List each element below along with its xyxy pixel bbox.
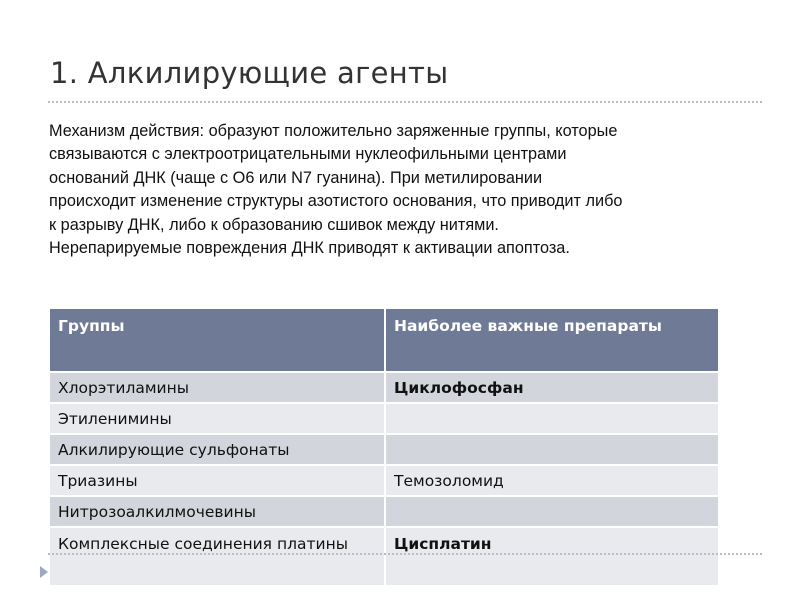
drug-cell: [385, 434, 719, 465]
drug-cell: [385, 403, 719, 434]
triangle-arrow-icon: [40, 566, 48, 578]
paragraph-line: связываются с электроотрицательными нуклеофильными центрами: [49, 145, 567, 164]
table-row: [49, 372, 719, 403]
table-header-row: [49, 308, 719, 372]
drug-cell: Циклофосфан: [385, 372, 719, 403]
paragraph-line: Механизм действия: образуют положительно заряженные группы, которые: [49, 122, 618, 140]
table-row: [49, 403, 719, 434]
paragraph-line: происходит изменение структуры азотистого основания, что приводит либо: [49, 192, 623, 211]
drug-cell: Цисплатин: [385, 527, 719, 586]
group-cell: Комплексные соединения платины: [49, 527, 385, 586]
paragraph-line: Нерепарируемые повреждения ДНК приводят к активации апоптоза.: [49, 239, 570, 258]
table-row: [49, 465, 719, 496]
mechanism-paragraph: [49, 120, 764, 260]
footer-divider: [48, 553, 762, 555]
table-row: [49, 496, 719, 527]
slide-title: 1. Алкилирующие агенты: [50, 56, 449, 90]
group-cell: Этиленимины: [49, 403, 385, 434]
header-drugs: Наиболее важные препараты: [385, 308, 719, 372]
group-cell: Алкилирующие сульфонаты: [49, 434, 385, 465]
table-row: [49, 527, 719, 586]
drug-cell: Темозоломид: [385, 465, 719, 496]
group-cell: Триазины: [49, 465, 385, 496]
header-groups: Группы: [49, 308, 385, 372]
group-cell: Хлорэтиламины: [49, 372, 385, 403]
table-row: [49, 434, 719, 465]
drug-cell: [385, 496, 719, 527]
agents-table: [48, 307, 720, 587]
paragraph-line: оснований ДНК (чаще с О6 или N7 гуанина). При метилировании: [49, 168, 543, 187]
title-divider: [48, 101, 762, 103]
group-cell: Нитрозоалкилмочевины: [49, 496, 385, 527]
paragraph-line: к разрыву ДНК, либо к образованию сшивок между нитями.: [49, 215, 499, 234]
